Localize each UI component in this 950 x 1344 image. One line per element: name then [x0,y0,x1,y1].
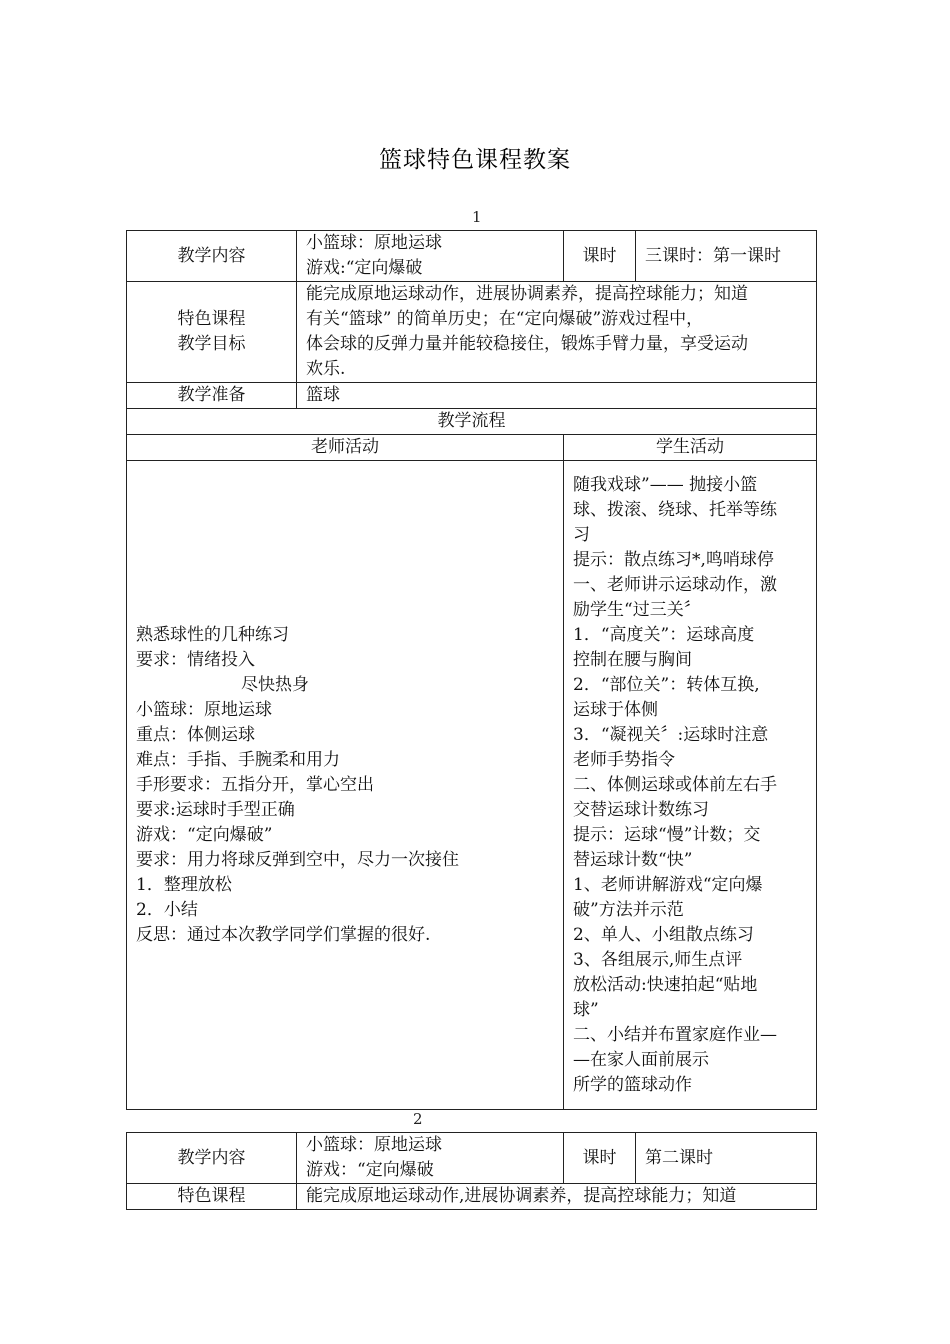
teacher-line: 熟悉球性的几种练习 [136,624,289,645]
student-line: 运球于体侧 [573,699,658,720]
student-line: 励学生“过三关〞 [573,599,701,620]
teacher-line: 反思：通过本次教学同学们掌握的很好. [136,924,431,945]
goal-text [297,1184,817,1210]
page-title: 篮球特色课程教案 [379,147,571,173]
teacher-line: 2．小结 [136,899,198,920]
teacher-line: 手形要求：五指分开，掌心空出 [136,774,374,795]
student-line: 习 [573,524,590,545]
section-number: 2 [413,1110,423,1128]
student-line: 所学的篮球动作 [573,1074,692,1095]
student-line: 随我戏球”—— 抛接小篮 [573,474,758,495]
period-value: 三课时：第一课时 [636,231,817,282]
student-line: 交替运球计数练习 [573,799,709,820]
student-line: 一、老师讲示运球动作，激 [573,574,777,595]
content-value [297,1133,564,1184]
content-value [297,231,564,282]
student-activity-header: 学生活动 [564,435,817,461]
student-line: 替运球计数“快” [573,849,693,870]
goal-line: 能完成原地运球动作，进展协调素养，提高控球能力；知道 [306,284,748,304]
student-line: 二、体侧运球或体前左右手 [573,774,777,795]
goal-label-line: 特色课程 [177,1186,246,1206]
prep-label: 教学准备 [127,383,297,409]
student-line: 二、小结并布置家庭作业— [573,1024,777,1045]
content-line: 小篮球：原地运球 [306,233,442,253]
goal-text [297,282,817,383]
teacher-line: 1．整理放松 [136,874,232,895]
period-value: 第二课时 [636,1133,817,1184]
goal-line: 欢乐. [306,359,346,379]
student-line: 球、拨滚、绕球、托举等练 [573,499,777,520]
student-line: 1．“高度关”：运球高度 [573,624,755,645]
goal-label-line: 特色课程 [177,309,246,329]
content-label: 教学内容 [127,231,297,282]
flow-label: 教学流程 [127,409,817,435]
goal-line: 能完成原地运球动作,进展协调素养，提高控球能力；知道 [306,1186,737,1206]
teacher-line: 游戏：“定向爆破” [136,824,273,845]
teacher-line: 尽快热身 [241,674,309,695]
goal-label-line: 教学目标 [177,334,246,354]
student-line: 1、老师讲解游戏“定向爆 [573,874,763,895]
student-line: 2、单人、小组散点练习 [573,924,754,945]
teacher-line: 小篮球：原地运球 [136,699,272,720]
student-line: 控制在腰与胸间 [573,649,692,670]
content-label: 教学内容 [127,1133,297,1184]
period-label: 课时 [564,231,636,282]
content-line: 游戏:“定向爆破 [306,258,423,278]
student-line: —在家人面前展示 [573,1049,709,1070]
student-line: 2．“部位关”：转体互换, [573,674,760,695]
goal-line: 有关“篮球” 的简单历史；在“定向爆破”游戏过程中， [306,309,704,329]
goal-line: 体会球的反弹力量并能较稳接住，锻炼手臂力量，享受运动 [306,334,748,354]
period-label: 课时 [564,1133,636,1184]
teacher-activity-header: 老师活动 [127,435,564,461]
teacher-activity-cell [127,461,564,1110]
teacher-line: 难点：手指、手腕柔和用力 [136,749,340,770]
goal-label [127,1184,297,1210]
teacher-line: 要求：用力将球反弹到空中，尽力一次接住 [136,849,459,870]
teacher-line: 要求：情绪投入 [136,649,255,670]
lesson-plan-table-2 [126,1132,817,1210]
prep-value: 篮球 [297,383,817,409]
student-line: 3．“凝视关〞:运球时注意 [573,724,769,745]
goal-label [127,282,297,383]
student-line: 老师手势指令 [573,749,675,770]
student-line: 提示：运球“慢”计数；交 [573,824,761,845]
teacher-line: 重点：体侧运球 [136,724,255,745]
lesson-plan-table-1 [126,230,817,1110]
student-line: 放松活动:快速拍起“贴地 [573,974,758,995]
student-line: 破”方法并示范 [573,899,684,920]
student-line: 球” [573,999,599,1020]
content-line: 小篮球：原地运球 [306,1135,442,1155]
section-number: 1 [472,208,482,226]
content-line: 游戏：“定向爆破 [306,1160,434,1180]
student-line: 提示：散点练习*,鸣哨球停 [573,549,774,570]
student-line: 3、各组展示,师生点评 [573,949,743,970]
teacher-line: 要求:运球时手型正确 [136,799,295,820]
student-activity-cell [564,461,817,1110]
